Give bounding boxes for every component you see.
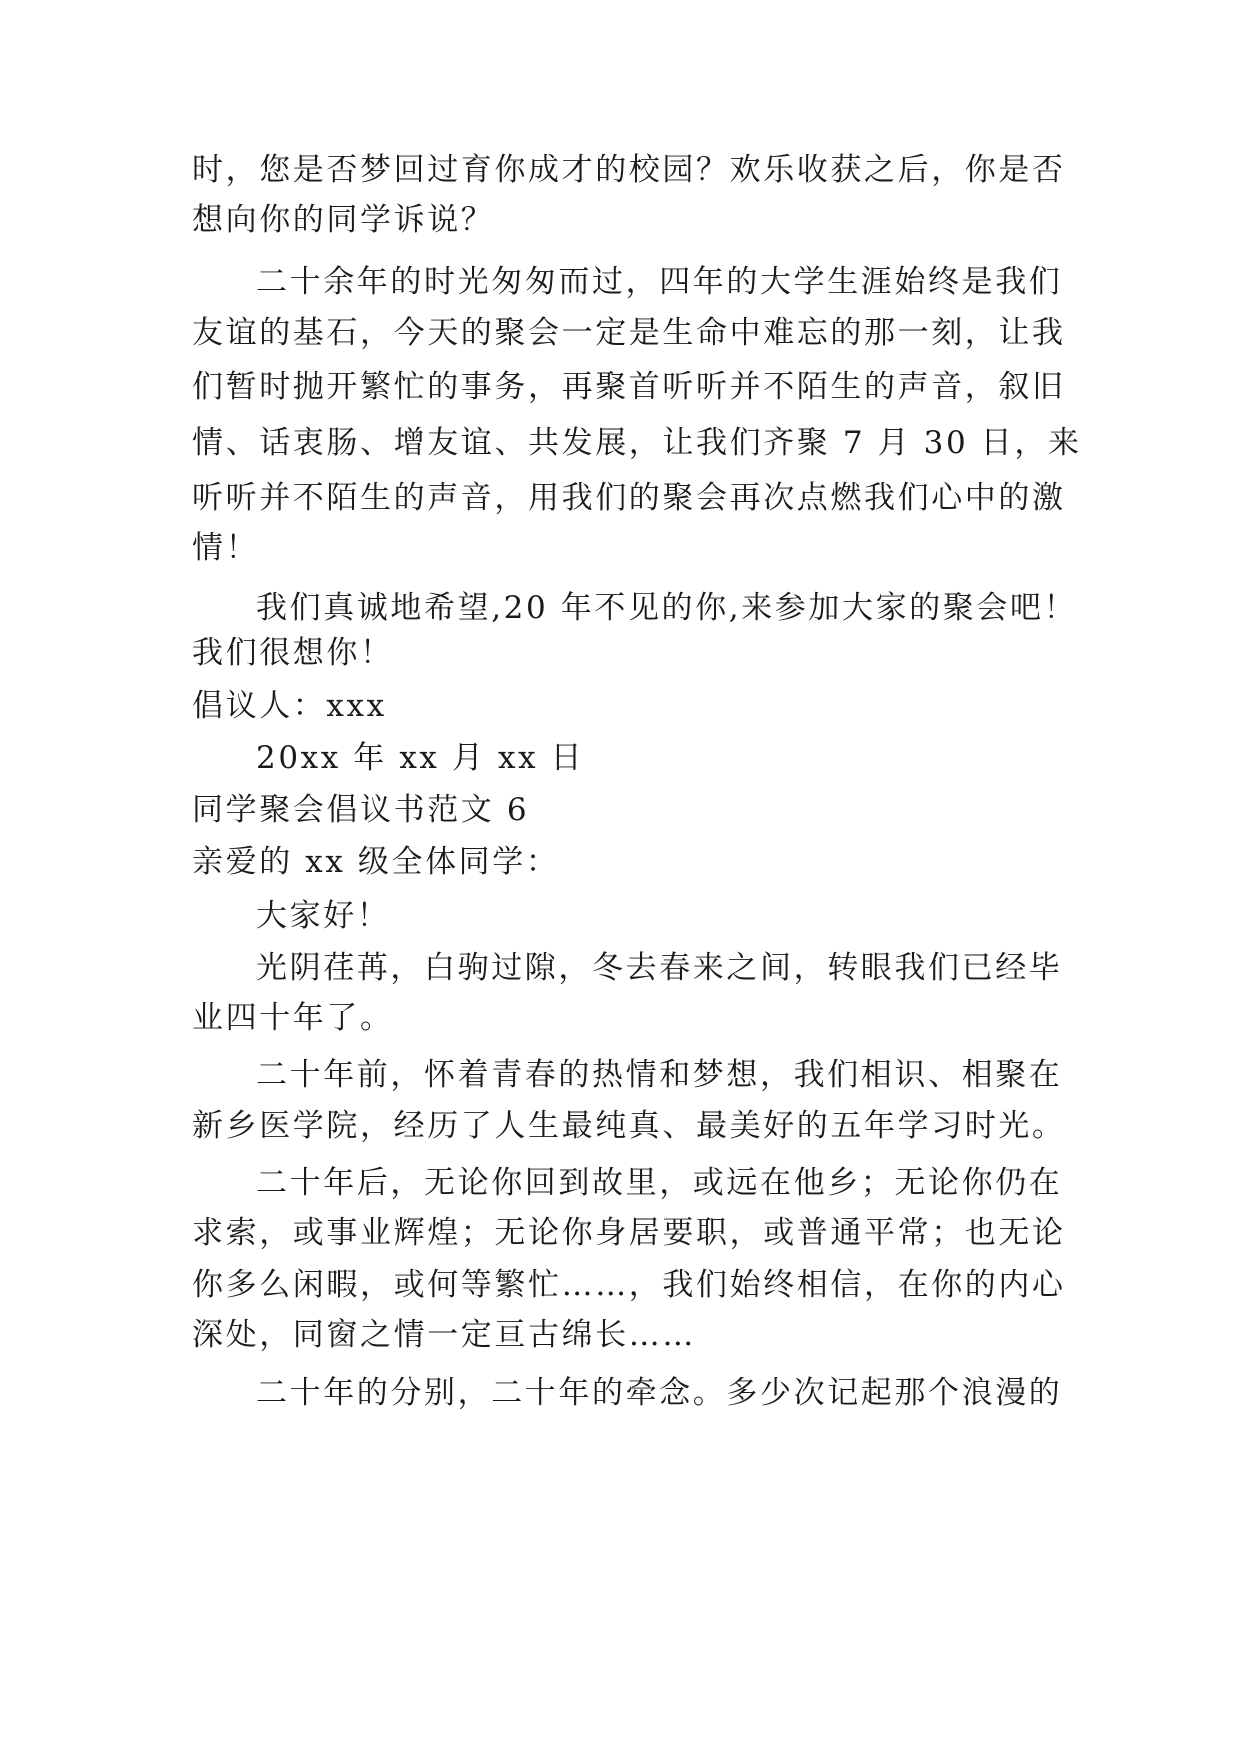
text-line: 你多么闲暇，或何等繁忙……，我们始终相信，在你的内心: [192, 1267, 1066, 1303]
text-line: 求索，或事业辉煌；无论你身居要职，或普通平常；也无论: [192, 1215, 1066, 1251]
text-line: 情、话衷肠、增友谊、共发展，让我们齐聚 7 月 30 日，来: [192, 425, 1082, 461]
text-line: 们暂时抛开繁忙的事务，再聚首听听并不陌生的声音，叙旧: [192, 369, 1066, 405]
text-line: 时，您是否梦回过育你成才的校园？欢乐收获之后，你是否: [192, 152, 1066, 188]
text-line: 新乡医学院，经历了人生最纯真、最美好的五年学习时光。: [192, 1108, 1066, 1144]
date-line: 20xx 年 xx 月 xx 日: [256, 740, 585, 776]
text-line: 友谊的基石，今天的聚会一定是生命中难忘的那一刻，让我: [192, 315, 1066, 351]
text-line: 想向你的同学诉说？: [192, 202, 495, 238]
paragraph-start: 二十余年的时光匆匆而过，四年的大学生涯始终是我们: [256, 264, 1063, 300]
text-line: 我们很想你！: [192, 635, 394, 671]
text-line: 情！: [192, 530, 260, 566]
paragraph-start: 我们真诚地希望,20 年不见的你,来参加大家的聚会吧！: [256, 590, 1078, 626]
paragraph-start: 二十年的分别，二十年的牵念。多少次记起那个浪漫的: [256, 1375, 1063, 1411]
section-heading: 同学聚会倡议书范文 6: [192, 792, 530, 828]
salutation: 亲爱的 xx 级全体同学：: [192, 844, 560, 880]
text-line: 听听并不陌生的声音，用我们的聚会再次点燃我们心中的激: [192, 480, 1066, 516]
paragraph-start: 光阴荏苒，白驹过隙，冬去春来之间，转眼我们已经毕: [256, 950, 1063, 986]
paragraph-start: 二十年后，无论你回到故里，或远在他乡；无论你仍在: [256, 1165, 1063, 1201]
greeting: 大家好！: [256, 898, 391, 934]
paragraph-start: 二十年前，怀着青春的热情和梦想，我们相识、相聚在: [256, 1057, 1063, 1093]
text-line: 业四十年了。: [192, 1000, 394, 1036]
proposer-line: 倡议人：xxx: [192, 688, 387, 724]
text-line: 深处，同窗之情一定亘古绵长……: [192, 1317, 696, 1353]
